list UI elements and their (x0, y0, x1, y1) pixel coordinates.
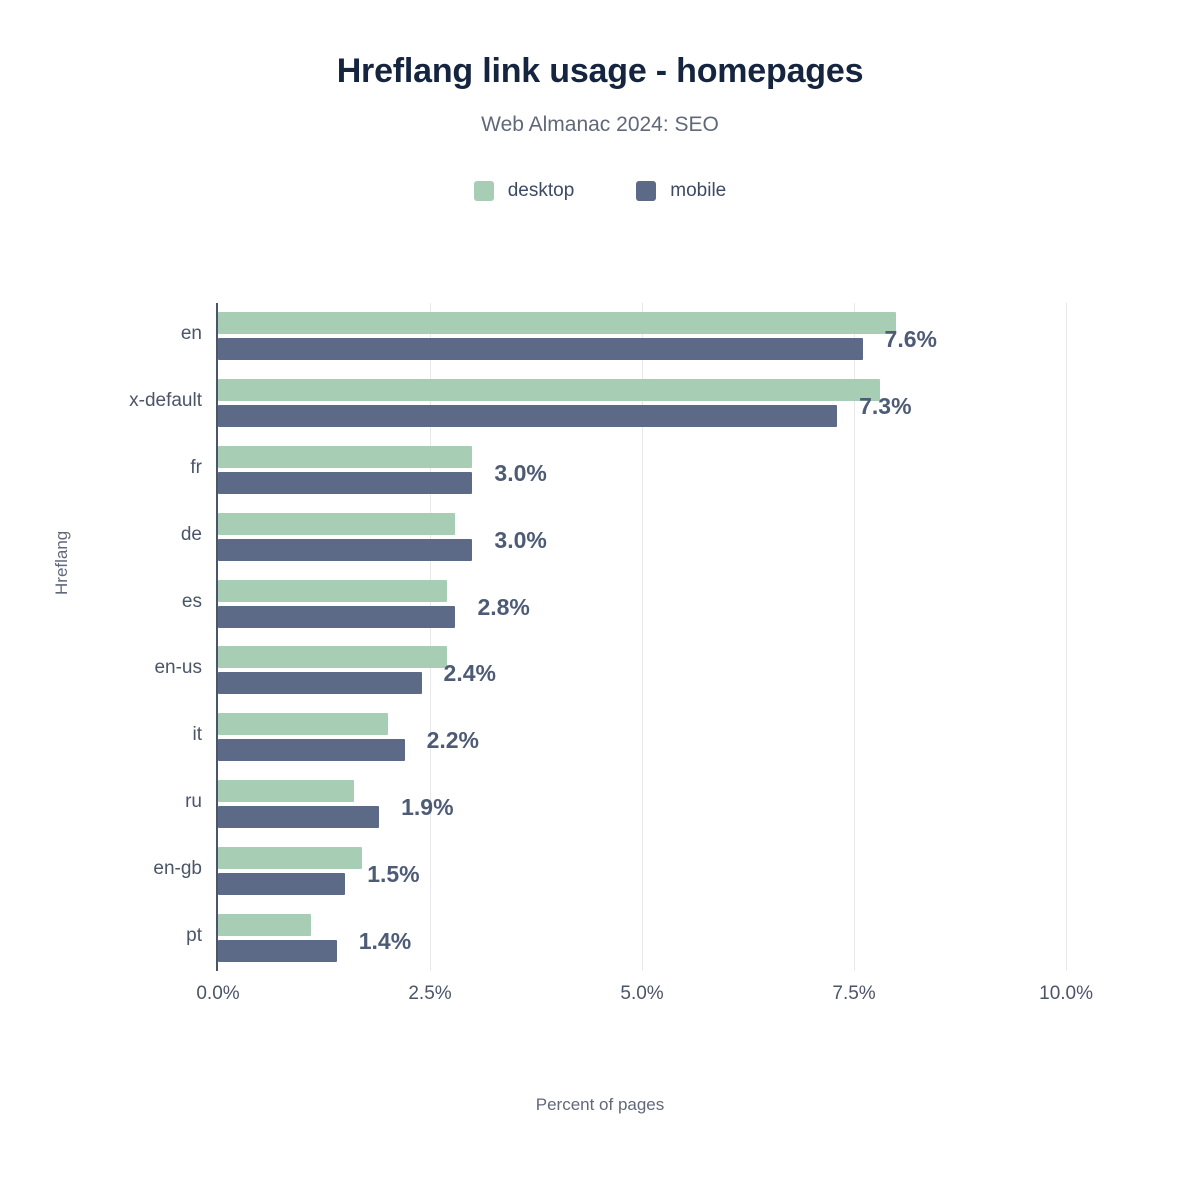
bar-desktop-x-default[interactable] (218, 379, 880, 401)
bar-desktop-pt[interactable] (218, 914, 311, 936)
x-axis-tick-label: 10.0% (1039, 983, 1093, 1004)
bar-desktop-es[interactable] (218, 580, 447, 602)
bar-value-label: 3.0% (494, 526, 547, 553)
x-axis-tick-label: 7.5% (832, 983, 876, 1004)
bar-value-label: 1.9% (401, 794, 454, 820)
bar-desktop-fr[interactable] (218, 446, 472, 468)
y-axis-tick-label: pt (186, 924, 202, 946)
bar-mobile-it[interactable] (218, 739, 405, 761)
bar-value-label: 7.3% (859, 393, 912, 420)
legend-swatch-desktop (474, 181, 494, 201)
x-axis-tick-label: 0.0% (196, 983, 240, 1004)
bar-value-label: 1.5% (367, 860, 420, 887)
bar-desktop-en[interactable] (218, 312, 896, 334)
bar-mobile-en-us[interactable] (218, 672, 422, 694)
bar-group (181, 580, 1100, 628)
bar-mobile-de[interactable] (218, 539, 472, 561)
bar-mobile-pt[interactable] (218, 940, 337, 962)
chart-legend (0, 180, 1200, 202)
bar-mobile-fr[interactable] (218, 472, 472, 494)
y-axis-tick-label: en-gb (153, 857, 202, 879)
y-axis-tick-label: en-us (154, 657, 202, 679)
chart-title: Hreflang link usage - homepages (336, 52, 864, 90)
y-axis-tick-label: ru (185, 791, 202, 812)
bar-mobile-en-gb[interactable] (218, 873, 345, 895)
legend-label-desktop: desktop (507, 180, 575, 201)
bar-mobile-en[interactable] (218, 338, 863, 360)
bar-group (153, 847, 1100, 895)
bar-group (129, 379, 1100, 427)
bar-value-label: 3.0% (494, 460, 547, 486)
legend-swatch-mobile (636, 181, 656, 201)
bar-mobile-ru[interactable] (218, 806, 379, 828)
bar-desktop-en-gb[interactable] (218, 847, 362, 869)
y-axis-tick-label: fr (190, 457, 202, 478)
y-axis-tick-label: es (181, 590, 202, 612)
legend-item-mobile[interactable] (636, 180, 726, 202)
chart-subtitle: Web Almanac 2024: SEO (481, 113, 719, 136)
bar-value-label: 7.6% (884, 326, 937, 353)
y-axis-tick-label: x-default (129, 390, 202, 412)
bar-mobile-x-default[interactable] (218, 405, 837, 427)
bar-group (180, 312, 1100, 360)
y-axis-tick-label: de (180, 523, 202, 545)
bar-desktop-ru[interactable] (218, 780, 354, 802)
plot-area (129, 303, 1100, 1004)
bar-group (180, 513, 1100, 561)
bar-group (185, 780, 1100, 828)
bar-group (190, 446, 1100, 494)
bar-desktop-de[interactable] (218, 513, 455, 535)
y-axis-tick-label: en (180, 323, 202, 345)
bar-mobile-es[interactable] (218, 606, 455, 628)
bar-group (186, 914, 1100, 962)
y-axis-tick-label: it (192, 724, 202, 746)
legend-item-desktop[interactable] (474, 180, 575, 202)
bar-desktop-it[interactable] (218, 713, 388, 735)
x-axis-label: Percent of pages (535, 1095, 665, 1114)
bar-value-label: 1.4% (358, 927, 412, 954)
y-axis-label: Hreflang (52, 530, 71, 595)
bar-desktop-en-us[interactable] (218, 646, 447, 668)
bar-group (192, 713, 1100, 761)
bar-value-label: 2.4% (443, 660, 496, 687)
x-axis-tick-label: 5.0% (620, 983, 664, 1004)
x-axis-tick-label: 2.5% (408, 983, 452, 1004)
legend-label-mobile: mobile (670, 180, 727, 201)
bar-group (154, 646, 1100, 694)
bar-value-label: 2.2% (426, 727, 479, 754)
bar-value-label: 2.8% (477, 593, 530, 620)
